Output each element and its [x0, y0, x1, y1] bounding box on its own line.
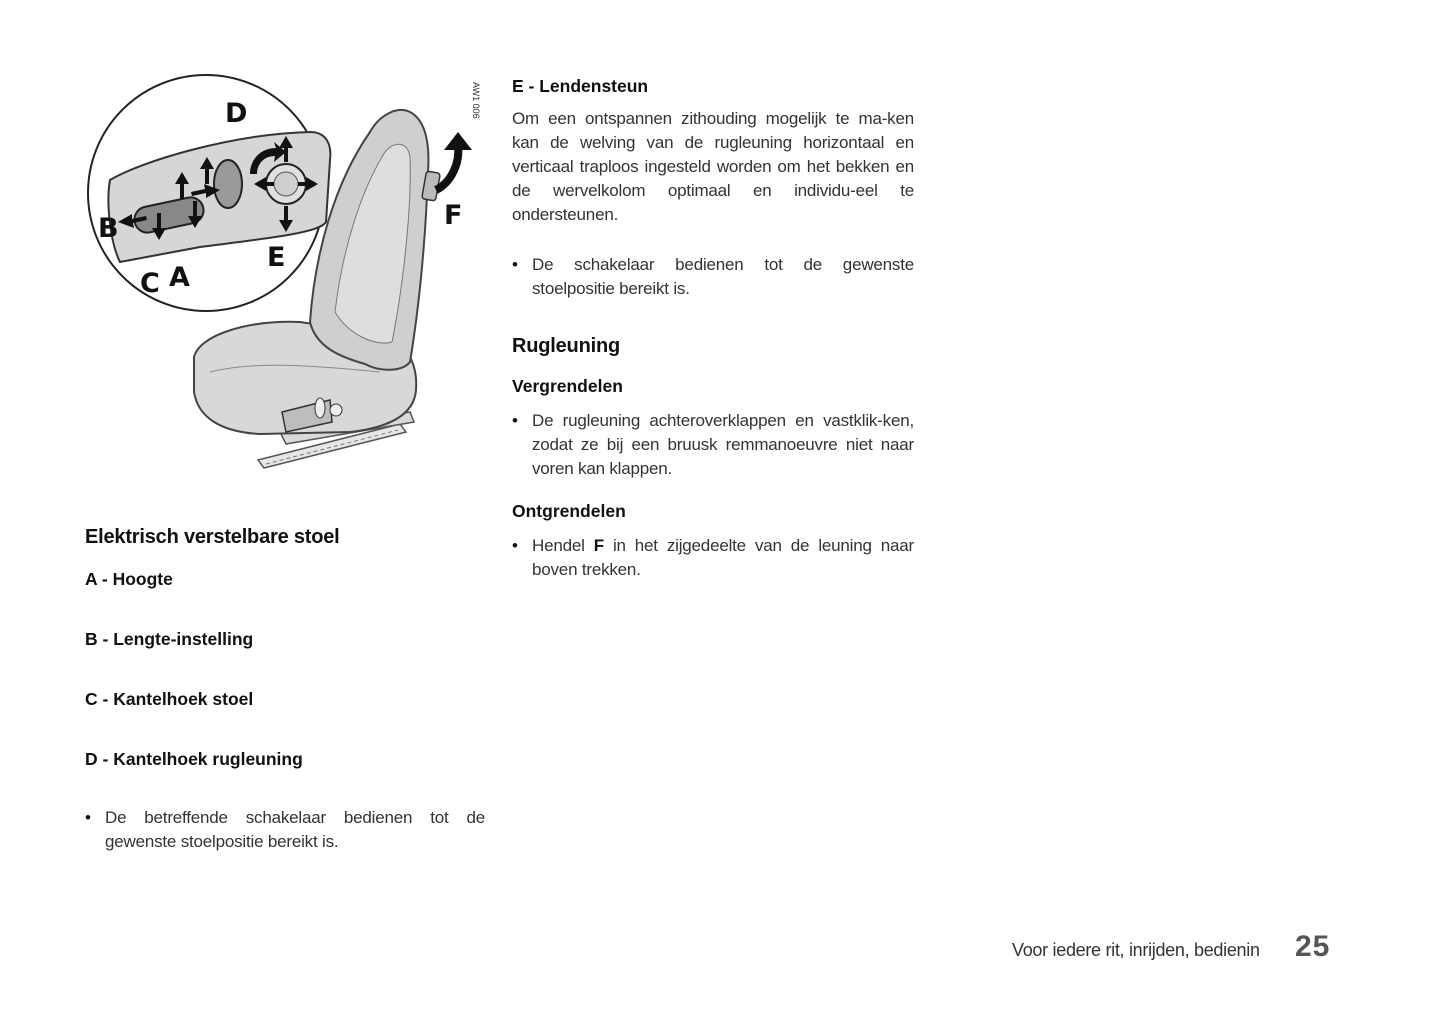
page-number: 25	[1295, 930, 1331, 963]
heading-unlock: Ontgrendelen	[512, 501, 626, 521]
lumbar-text: Om een ontspannen zithouding mogelijk te ma-ken kan de welving van de rugleuning horizontaal en verticaal traploos ingesteld worden om het bekken en de wervelkolom optimaal en individu-eel te ondersteunen.	[512, 109, 914, 224]
unlock-key: F	[593, 536, 604, 555]
lumbar-bullet	[512, 253, 914, 301]
left-bullet-text: De betreffende schakelaar bedienen tot de gewenste stoelpositie bereikt is.	[105, 808, 485, 851]
heading-backrest: Rugleuning	[512, 335, 620, 357]
item-c	[85, 689, 485, 710]
item-a-label: Hoogte	[112, 569, 173, 589]
item-a-sep: -	[97, 569, 113, 589]
item-a	[85, 569, 485, 590]
item-a-letter: A	[85, 569, 97, 589]
heading-lock: Vergrendelen	[512, 376, 623, 396]
section-heading-electric-seat: Elektrisch verstelbare stoel	[85, 526, 340, 548]
seat-illustration	[80, 72, 500, 482]
label-e: E	[267, 242, 286, 273]
label-b: B	[98, 213, 119, 244]
bullet-dot: •	[512, 255, 518, 274]
lock-bullet	[512, 409, 914, 481]
label-d: D	[225, 98, 248, 129]
page-footer	[1012, 930, 1342, 970]
unlock-bullet	[512, 534, 914, 582]
left-column	[85, 526, 485, 854]
bullet-dot: •	[512, 536, 518, 555]
item-b-letter: B	[85, 629, 98, 649]
figure-code: AW1 006	[471, 82, 481, 119]
footer-chapter: Voor iedere rit, inrijden, bedienin	[1012, 940, 1260, 960]
zoom-detail	[88, 75, 330, 311]
item-c-sep: -	[97, 689, 114, 709]
unlock-pre: Hendel	[532, 536, 585, 555]
right-column	[512, 76, 914, 582]
item-b	[85, 629, 485, 650]
item-c-letter: C	[85, 689, 98, 709]
bullet-dot: •	[85, 808, 91, 827]
lock-bullet-text: De rugleuning achteroverklappen en vastklik-ken, zodat ze bij een bruusk remmanoeuvre niet naar voren kan klappen.	[532, 411, 914, 478]
label-a: A	[169, 262, 190, 293]
item-b-sep: -	[97, 629, 114, 649]
item-b-label: Lengte-instelling	[113, 629, 254, 649]
item-d-sep: -	[97, 749, 114, 769]
label-f: F	[444, 200, 463, 231]
unlock-post: in het zijgedeelte van de leuning naar boven trekken.	[532, 536, 914, 579]
bullet-dot: •	[512, 411, 518, 430]
left-bullet	[85, 806, 485, 854]
item-c-label: Kantelhoek stoel	[113, 689, 254, 709]
item-d	[85, 749, 485, 770]
label-c: C	[140, 268, 160, 299]
heading-lumbar: E - Lendensteun	[512, 76, 649, 96]
unlock-bullet-text	[532, 534, 914, 582]
item-d-letter: D	[85, 749, 98, 769]
item-d-label: Kantelhoek rugleuning	[113, 749, 303, 769]
lumbar-bullet-text: De schakelaar bedienen tot de gewenste stoelpositie bereikt is.	[532, 255, 914, 298]
